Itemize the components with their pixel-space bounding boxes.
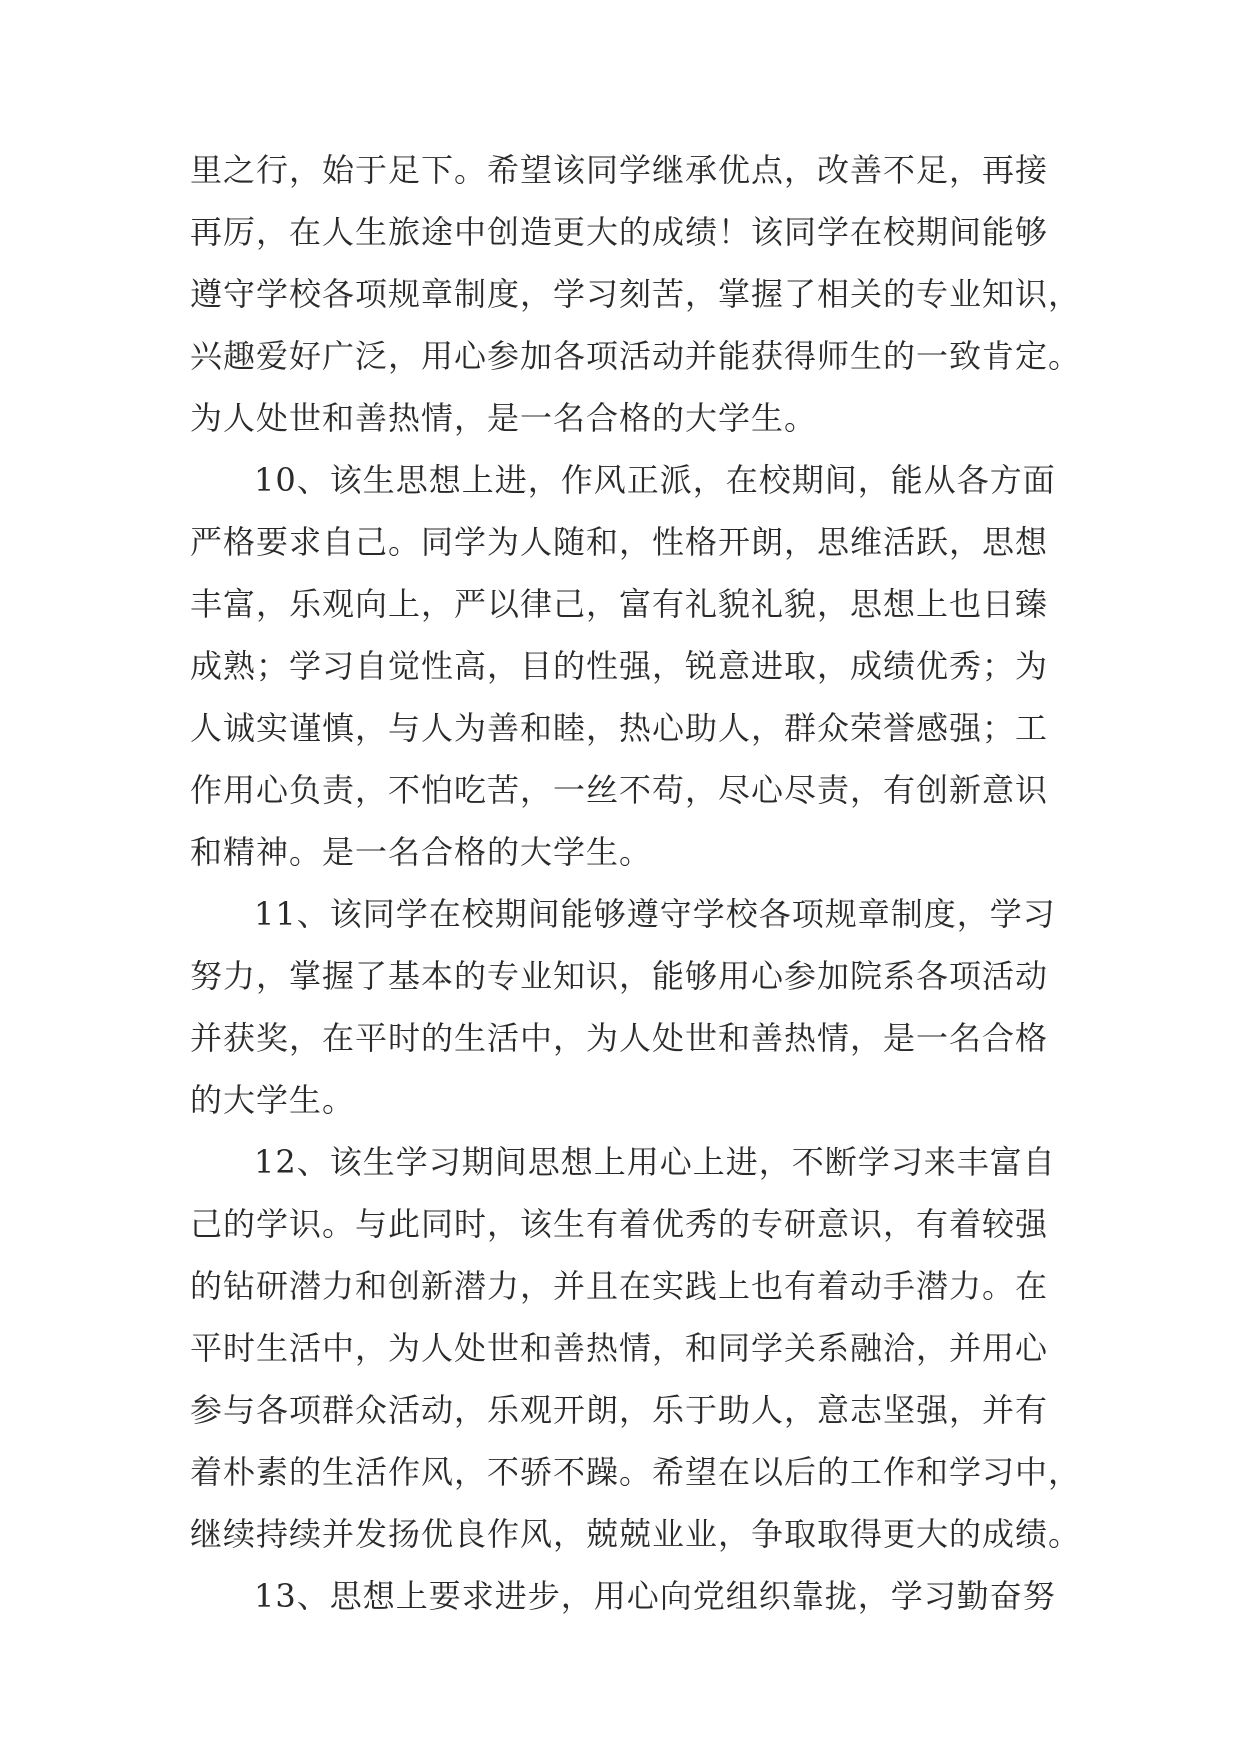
text-line: 遵守学校各项规章制度，学习刻苦，掌握了相关的专业知识， <box>190 275 1082 313</box>
text-line: 己的学识。与此同时，该生有着优秀的专研意识，有着较强 <box>190 1205 1049 1243</box>
text-line: 的钻研潜力和创新潜力，并且在实践上也有着动手潜力。在 <box>190 1267 1049 1305</box>
text-line: 平时生活中，为人处世和善热情，和同学关系融洽，并用心 <box>190 1329 1049 1367</box>
text-line: 继续持续并发扬优良作风，兢兢业业，争取取得更大的成绩。 <box>190 1515 1082 1553</box>
text-line: 并获奖，在平时的生活中，为人处世和善热情，是一名合格 <box>190 1019 1049 1057</box>
paragraph-13-start: 13、思想上要求进步，用心向党组织靠拢，学习勤奋努 <box>254 1577 1056 1615</box>
text-line: 人诚实谨慎，与人为善和睦，热心助人，群众荣誉感强；工 <box>190 709 1049 747</box>
text-line: 严格要求自己。同学为人随和，性格开朗，思维活跃，思想 <box>190 523 1049 561</box>
text-line: 里之行，始于足下。希望该同学继承优点，改善不足，再接 <box>190 151 1049 189</box>
paragraph-11-start: 11、该同学在校期间能够遵守学校各项规章制度，学习 <box>254 895 1056 933</box>
text-line: 和精神。是一名合格的大学生。 <box>190 833 653 871</box>
text-line: 努力，掌握了基本的专业知识，能够用心参加院系各项活动 <box>190 957 1049 995</box>
text-line: 成熟；学习自觉性高，目的性强，锐意进取，成绩优秀；为 <box>190 647 1049 685</box>
text-line: 再厉，在人生旅途中创造更大的成绩！该同学在校期间能够 <box>190 213 1049 251</box>
paragraph-10-start: 10、该生思想上进，作风正派，在校期间，能从各方面 <box>254 461 1056 499</box>
paragraph-12-start: 12、该生学习期间思想上用心上进，不断学习来丰富自 <box>254 1143 1056 1181</box>
text-line: 着朴素的生活作风，不骄不躁。希望在以后的工作和学习中， <box>190 1453 1082 1491</box>
text-line: 为人处世和善热情，是一名合格的大学生。 <box>190 399 818 437</box>
text-line: 丰富，乐观向上，严以律己，富有礼貌礼貌，思想上也日臻 <box>190 585 1049 623</box>
text-line: 作用心负责，不怕吃苦，一丝不苟，尽心尽责，有创新意识 <box>190 771 1049 809</box>
text-line: 的大学生。 <box>190 1081 356 1119</box>
text-line: 参与各项群众活动，乐观开朗，乐于助人，意志坚强，并有 <box>190 1391 1049 1429</box>
text-line: 兴趣爱好广泛，用心参加各项活动并能获得师生的一致肯定。 <box>190 337 1082 375</box>
